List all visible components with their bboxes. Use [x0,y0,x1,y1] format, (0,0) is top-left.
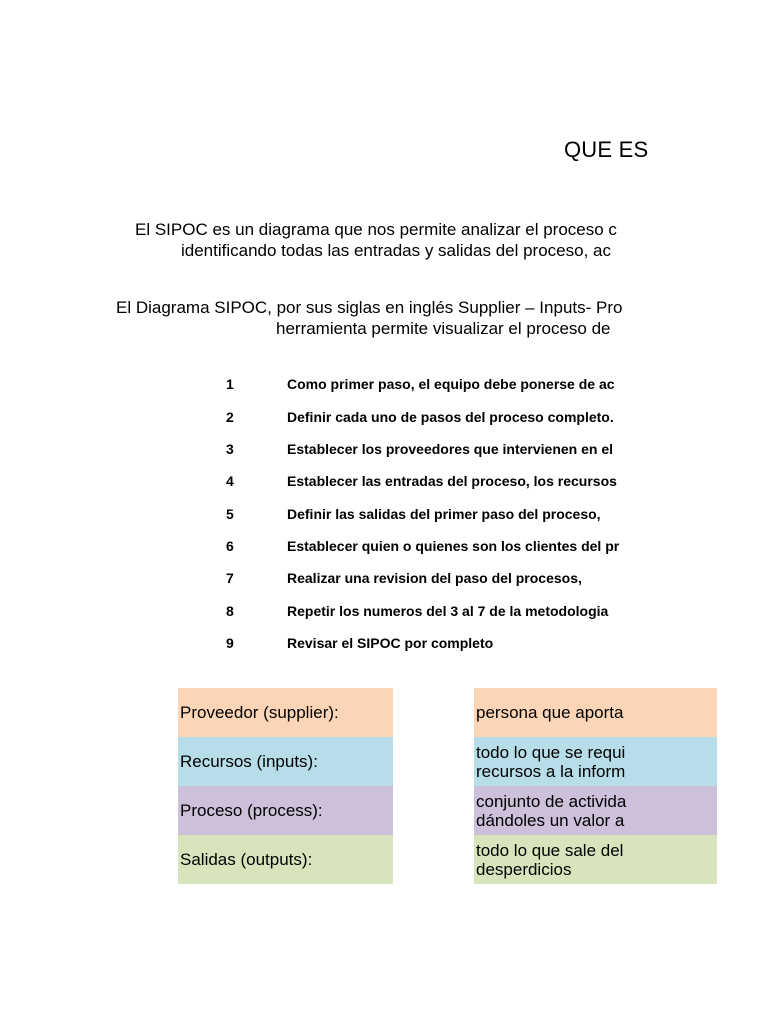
supplier-term-cell [178,688,393,737]
process-description-line-2: dándoles un valor a [476,810,625,830]
inputs-description-line-1: todo lo que se requi [476,742,626,762]
sipoc-paragraph-line-1: El Diagrama SIPOC, por sus siglas en inglés Supplier – Inputs- Pro [116,298,623,317]
outputs-description-line-1: todo lo que sale del [476,840,624,860]
supplier-description-line-1: persona que aporta [476,703,624,722]
process-description-cell [474,786,717,835]
outputs-term-cell [178,835,393,884]
inputs-description-cell [474,737,717,786]
step-text: Como primer paso, el equipo debe ponerse de ac [287,376,615,392]
step-text: Establecer quien o quienes son los clientes del pr [287,538,620,554]
process-term-cell [178,786,393,835]
outputs-term: Salidas (outputs): [180,850,313,869]
step-text: Definir cada uno de pasos del proceso completo. [287,409,614,425]
step-text: Repetir los numeros del 3 al 7 de la metodologia [287,603,609,619]
outputs-description-line-2: desperdicios [476,859,572,879]
step-text: Establecer las entradas del proceso, los recursos [287,473,617,489]
sipoc-paragraph-line-2: herramienta permite visualizar el proceso de [276,319,611,338]
page-title: QUE ES [564,137,649,162]
step-text: Realizar una revision del paso del procesos, [287,570,582,586]
step-text: Definir las salidas del primer paso del proceso, [287,506,601,522]
step-number: 7 [226,570,234,586]
step-number: 5 [226,506,234,522]
supplier-description-cell [474,688,717,737]
step-number: 3 [226,441,234,457]
step-number: 6 [226,538,234,554]
step-number: 9 [226,635,234,651]
intro-paragraph-line-1: El SIPOC es un diagrama que nos permite analizar el proceso c [135,220,617,239]
process-description-line-1: conjunto de activida [476,791,627,811]
step-number: 4 [226,473,234,489]
step-text: Revisar el SIPOC por completo [287,635,494,651]
supplier-term: Proveedor (supplier): [180,703,339,722]
step-number: 2 [226,409,234,425]
inputs-description-line-2: recursos a la inform [476,761,626,781]
outputs-description-cell [474,835,717,884]
step-text: Establecer los proveedores que intervienen en el [287,441,614,457]
inputs-term-cell [178,737,393,786]
inputs-term: Recursos (inputs): [180,752,318,771]
process-term: Proceso (process): [180,801,323,820]
step-number: 8 [226,603,234,619]
step-number: 1 [226,376,234,392]
intro-paragraph-line-2: identificando todas las entradas y salidas del proceso, ac [181,241,611,260]
